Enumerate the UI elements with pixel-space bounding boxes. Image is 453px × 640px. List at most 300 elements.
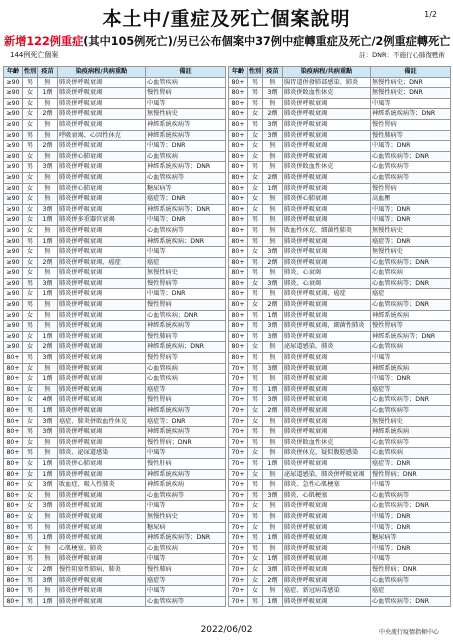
age-cell: 70+ <box>229 363 248 374</box>
remark-cell: 慢性腎病 <box>371 183 451 194</box>
remark-cell: 神經系統疾病等 <box>146 119 226 130</box>
vaccine-cell: 3劑 <box>263 564 283 575</box>
age-cell: ≥90 <box>4 236 23 247</box>
table-row <box>229 321 451 332</box>
remark-cell: 癌症 <box>371 289 451 300</box>
sex-cell: 男 <box>248 596 263 607</box>
page-subtitle <box>4 33 453 49</box>
remark-cell: 心血管疾病 <box>146 151 226 162</box>
vaccine-cell: 3劑 <box>263 119 283 130</box>
vaccine-cell: 無 <box>38 268 58 279</box>
history-cell: 慢性阻塞性肺病、肺炎 <box>58 564 146 575</box>
vaccine-cell: 無 <box>38 490 58 501</box>
table-row <box>4 130 226 141</box>
history-cell: 肺炎併呼吸衰竭 <box>58 278 146 289</box>
sex-cell: 女 <box>23 247 38 258</box>
history-cell: 肺炎併心肺衰竭 <box>58 458 146 469</box>
remark-cell: 糖尿病等 <box>371 533 451 544</box>
sex-cell: 男 <box>248 353 263 364</box>
age-cell: 70+ <box>229 469 248 480</box>
table-row <box>4 374 226 385</box>
sex-cell: 男 <box>248 480 263 491</box>
table-row <box>4 353 226 364</box>
vaccine-cell: 無 <box>38 225 58 236</box>
history-cell: 肺炎併呼吸衰竭 <box>283 363 371 374</box>
remark-cell: 神經系統疾病等；DNR <box>146 533 226 544</box>
history-cell: 肺炎併呼吸衰竭 <box>283 533 371 544</box>
table-row <box>229 469 451 480</box>
sex-cell: 男 <box>23 141 38 152</box>
sex-cell: 女 <box>248 416 263 427</box>
vaccine-cell: 無 <box>263 162 283 173</box>
table-row <box>229 119 451 130</box>
remark-cell: 心血管疾病；DNR <box>146 310 226 321</box>
age-cell: 70+ <box>229 586 248 597</box>
vaccine-cell: 1劑 <box>38 331 58 342</box>
sex-cell: 女 <box>23 374 38 385</box>
age-cell: ≥90 <box>4 225 23 236</box>
vaccine-cell: 1劑 <box>263 554 283 565</box>
remark-cell: 中風等；DNR <box>371 522 451 533</box>
table-row <box>4 469 226 480</box>
remark-cell: 神經系統疾病；DNR <box>146 236 226 247</box>
age-cell: 80+ <box>4 469 23 480</box>
remark-cell: 癌症 <box>371 586 451 597</box>
age-cell: ≥90 <box>4 247 23 258</box>
age-cell: ≥90 <box>4 141 23 152</box>
history-cell: 肺炎併呼吸衰竭 <box>58 501 146 512</box>
vaccine-cell: 無 <box>38 130 58 141</box>
remark-cell: 無慢性病史；DNR <box>371 77 451 88</box>
age-cell: 80+ <box>4 353 23 364</box>
remark-cell: 心血管疾病 <box>371 268 451 279</box>
table-row <box>4 236 226 247</box>
table-row <box>4 363 226 374</box>
vaccine-cell: 2劑 <box>38 342 58 353</box>
remark-cell: 癌症 <box>146 257 226 268</box>
table-row <box>4 501 226 512</box>
age-cell: 80+ <box>229 77 248 88</box>
history-cell: 肺炎併呼吸衰竭 <box>58 109 146 120</box>
sex-cell: 男 <box>23 533 38 544</box>
history-cell: 肺炎併呼吸衰竭 <box>58 172 146 183</box>
age-cell: 80+ <box>229 321 248 332</box>
history-cell: 肺炎併呼吸衰竭 <box>283 98 371 109</box>
vaccine-cell: 無 <box>263 511 283 522</box>
vaccine-cell: 無 <box>263 225 283 236</box>
history-cell: 肺炎併休克、疑似腹腔感染 <box>283 448 371 459</box>
report-date: 2022/06/02 <box>200 625 253 635</box>
vaccine-cell: 2劑 <box>263 575 283 586</box>
age-cell: 70+ <box>229 427 248 438</box>
remark-cell: 中風等；DNR <box>371 543 451 554</box>
sex-cell: 女 <box>248 130 263 141</box>
age-cell: 70+ <box>229 575 248 586</box>
remark-cell: 中風等 <box>146 98 226 109</box>
remark-cell: 中風等 <box>146 586 226 597</box>
age-cell: 80+ <box>4 458 23 469</box>
vaccine-cell: 無 <box>263 543 283 554</box>
remark-cell: 心血管疾病 <box>146 374 226 385</box>
sex-cell: 女 <box>248 575 263 586</box>
age-cell: 80+ <box>229 268 248 279</box>
remark-cell: 中風等；DNR <box>371 215 451 226</box>
age-cell: 70+ <box>229 406 248 417</box>
age-cell: 80+ <box>4 384 23 395</box>
vaccine-cell: 1劑 <box>38 289 58 300</box>
history-cell: 肺炎併呼吸衰竭 <box>58 342 146 353</box>
history-cell: 肺炎併呼吸衰竭、細菌性肺炎 <box>283 321 371 332</box>
vaccine-cell: 3劑 <box>38 501 58 512</box>
remark-cell: 癌症等；DNR <box>371 236 451 247</box>
vaccine-cell: 無 <box>263 236 283 247</box>
table-row <box>4 395 226 406</box>
table-row <box>4 77 226 88</box>
vaccine-cell: 2劑 <box>38 141 58 152</box>
vaccine-cell: 無 <box>263 342 283 353</box>
age-cell: ≥90 <box>4 119 23 130</box>
age-cell: 80+ <box>229 98 248 109</box>
history-cell: 肺炎併呼吸衰竭 <box>58 236 146 247</box>
age-cell: ≥90 <box>4 172 23 183</box>
remark-cell: 慢性腎病；DNR <box>371 469 451 480</box>
vaccine-cell: 無 <box>38 98 58 109</box>
remark-cell: 癌症等；DNR <box>146 416 226 427</box>
table-row <box>229 501 451 512</box>
remark-cell: 高血壓 <box>371 194 451 205</box>
history-cell: 肺炎併呼吸衰竭 <box>58 300 146 311</box>
age-cell: ≥90 <box>4 268 23 279</box>
remark-cell: 癌症等 <box>146 384 226 395</box>
table-row <box>4 162 226 173</box>
age-cell: 70+ <box>229 395 248 406</box>
table-row <box>4 247 226 258</box>
remark-cell: 無慢性病史；DNR <box>371 88 451 99</box>
history-cell: 肺炎併敗血性休克 <box>283 437 371 448</box>
age-cell: 80+ <box>229 247 248 258</box>
remark-cell: 中風等 <box>146 501 226 512</box>
history-cell: 肺炎併呼吸衰竭 <box>58 225 146 236</box>
history-cell: 肺炎、心肌梗塞 <box>283 490 371 501</box>
table-row <box>4 490 226 501</box>
history-cell: 肺炎併呼吸衰竭 <box>58 554 146 565</box>
sex-cell: 男 <box>248 215 263 226</box>
age-cell: 70+ <box>229 490 248 501</box>
vaccine-cell: 無 <box>263 353 283 364</box>
vaccine-cell: 無 <box>38 119 58 130</box>
age-cell: 80+ <box>229 172 248 183</box>
vaccine-cell: 3劑 <box>263 88 283 99</box>
vaccine-cell: 無 <box>38 363 58 374</box>
remark-cell: 心血管疾病等 <box>371 172 451 183</box>
remark-cell: 癌症等 <box>146 575 226 586</box>
history-cell: 肺炎併呼吸衰竭 <box>58 331 146 342</box>
vaccine-cell: 無 <box>263 427 283 438</box>
vaccine-cell: 2劑 <box>263 406 283 417</box>
remark-cell: 心血管疾病 <box>146 543 226 554</box>
table-row <box>4 533 226 544</box>
table-row <box>229 257 451 268</box>
age-cell: 80+ <box>229 278 248 289</box>
table-row <box>229 215 451 226</box>
table-row <box>4 88 226 99</box>
table-row <box>229 109 451 120</box>
history-cell: 肺炎併呼吸衰竭 <box>58 406 146 417</box>
history-cell: 肺炎併呼吸衰竭 <box>58 522 146 533</box>
vaccine-cell: 無 <box>38 586 58 597</box>
remark-cell: 心血管疾病等；DNR <box>371 278 451 289</box>
sex-cell: 女 <box>23 289 38 300</box>
table-row <box>229 564 451 575</box>
remark-cell: 慢性腎病等 <box>146 353 226 364</box>
sex-cell: 女 <box>23 204 38 215</box>
sex-cell: 女 <box>248 564 263 575</box>
table-row <box>229 437 451 448</box>
remark-cell: 中風等 <box>146 448 226 459</box>
vaccine-cell: 1劑 <box>38 236 58 247</box>
remark-cell: 無慢性病史 <box>146 511 226 522</box>
remark-cell: 慢性肝病 <box>146 458 226 469</box>
history-cell: 肺炎併呼吸衰竭 <box>58 437 146 448</box>
vaccine-cell: 3劑 <box>38 353 58 364</box>
age-cell: ≥90 <box>4 300 23 311</box>
remark-cell: 中風等；DNR <box>146 289 226 300</box>
history-cell: 癌症、新冠病毒感染 <box>283 586 371 597</box>
age-cell: 80+ <box>4 533 23 544</box>
history-cell: 肺炎併呼吸衰竭 <box>283 247 371 258</box>
sex-cell: 男 <box>248 257 263 268</box>
sex-cell: 男 <box>23 77 38 88</box>
age-cell: ≥90 <box>4 88 23 99</box>
sex-cell: 女 <box>23 151 38 162</box>
sex-cell: 男 <box>248 543 263 554</box>
table-row <box>229 554 451 565</box>
sex-cell: 女 <box>23 490 38 501</box>
table-row <box>229 268 451 279</box>
sex-cell: 男 <box>23 321 38 332</box>
table-row <box>229 353 451 364</box>
remark-cell: 慢性腎病；DNR <box>371 564 451 575</box>
vaccine-cell: 3劑 <box>38 416 58 427</box>
history-cell: 肺炎併呼吸衰竭 <box>58 511 146 522</box>
sex-cell: 女 <box>23 363 38 374</box>
table-row <box>229 448 451 459</box>
table-row <box>4 416 226 427</box>
age-cell: 80+ <box>4 522 23 533</box>
remark-cell: 神經系統疾病等；DNR <box>146 204 226 215</box>
vaccine-cell: 2劑 <box>263 257 283 268</box>
sex-cell: 男 <box>248 289 263 300</box>
table-row <box>4 586 226 597</box>
remark-cell: 中風等；DNR <box>371 141 451 152</box>
history-cell: 癌症、肺炎併敗血性休克 <box>58 416 146 427</box>
sex-cell: 女 <box>248 300 263 311</box>
remark-cell: 神經系統疾病 <box>371 427 451 438</box>
age-cell: 80+ <box>4 448 23 459</box>
sex-cell: 女 <box>23 342 38 353</box>
table-row <box>229 77 451 88</box>
vaccine-cell: 3劑 <box>263 278 283 289</box>
vaccine-cell: 無 <box>263 480 283 491</box>
age-cell: 80+ <box>4 374 23 385</box>
vaccine-cell: 無 <box>38 511 58 522</box>
remark-cell: 心血管疾病 <box>146 77 226 88</box>
remark-cell: 無慢性病史 <box>146 268 226 279</box>
table-row <box>4 427 226 438</box>
vaccine-cell: 無 <box>38 522 58 533</box>
remark-cell: 慢性腎病 <box>146 395 226 406</box>
age-cell: 80+ <box>4 564 23 575</box>
age-cell: ≥90 <box>4 162 23 173</box>
vaccine-cell: 無 <box>38 554 58 565</box>
history-cell: 肺炎併呼吸衰竭 <box>283 384 371 395</box>
age-cell: ≥90 <box>4 278 23 289</box>
age-cell: 80+ <box>229 331 248 342</box>
sex-cell: 女 <box>23 172 38 183</box>
remark-cell: 神經系統疾病等 <box>146 406 226 417</box>
vaccine-cell: 無 <box>263 215 283 226</box>
sex-cell: 男 <box>23 448 38 459</box>
vaccine-cell: 無 <box>38 151 58 162</box>
sex-cell: 男 <box>248 374 263 385</box>
history-cell: 肺炎併敗血性休克 <box>283 162 371 173</box>
history-cell: 肺炎併呼吸衰竭 <box>283 331 371 342</box>
sex-cell: 女 <box>23 469 38 480</box>
history-cell: 肺炎併呼吸衰竭 <box>283 215 371 226</box>
age-cell: 80+ <box>4 586 23 597</box>
age-cell: 80+ <box>4 480 23 491</box>
table-row <box>229 247 451 258</box>
table-row <box>4 194 226 205</box>
table-row <box>4 480 226 491</box>
age-cell: 80+ <box>229 353 248 364</box>
remark-cell: 無慢性病史 <box>371 416 451 427</box>
age-cell: 70+ <box>229 522 248 533</box>
table-row <box>4 204 226 215</box>
history-cell: 肺炎併呼吸衰竭 <box>58 268 146 279</box>
age-cell: 70+ <box>229 501 248 512</box>
history-cell: 肺炎併呼吸衰竭 <box>283 406 371 417</box>
vaccine-cell: 無 <box>263 416 283 427</box>
vaccine-cell: 3劑 <box>38 204 58 215</box>
history-cell: 肺炎併呼吸衰竭 <box>283 543 371 554</box>
vaccine-cell: 3劑 <box>263 321 283 332</box>
vaccine-cell: 3劑 <box>38 427 58 438</box>
sex-cell: 男 <box>23 596 38 607</box>
sex-cell: 女 <box>23 310 38 321</box>
history-cell: 肺炎併心肺衰竭 <box>283 194 371 205</box>
vaccine-cell: 無 <box>38 183 58 194</box>
sex-cell: 女 <box>248 501 263 512</box>
vaccine-cell: 1劑 <box>38 458 58 469</box>
table-row <box>4 268 226 279</box>
sex-cell: 女 <box>23 384 38 395</box>
history-cell: 肺炎併呼吸衰竭 <box>58 98 146 109</box>
column-header: 備註 <box>371 67 451 78</box>
sex-cell: 女 <box>23 564 38 575</box>
history-cell: 肺炎併呼吸衰竭 <box>283 183 371 194</box>
remark-cell: 中風等 <box>146 247 226 258</box>
sex-cell: 女 <box>248 278 263 289</box>
history-cell: 肺炎併呼吸衰竭 <box>58 204 146 215</box>
history-cell: 肺炎併呼吸衰竭 <box>283 130 371 141</box>
sex-cell: 女 <box>23 268 38 279</box>
vaccine-cell: 1劑 <box>38 215 58 226</box>
history-cell: 肺炎併呼吸衰竭 <box>283 427 371 438</box>
vaccine-cell: 無 <box>38 448 58 459</box>
column-header: 備註 <box>146 67 226 78</box>
vaccine-cell: 3劑 <box>263 395 283 406</box>
sex-cell: 女 <box>248 183 263 194</box>
age-cell: 70+ <box>229 448 248 459</box>
table-row <box>4 384 226 395</box>
column-header: 年齡 <box>229 67 248 78</box>
age-cell: 80+ <box>229 225 248 236</box>
table-row <box>229 533 451 544</box>
table-row <box>229 88 451 99</box>
remark-cell: 中風等；DNR <box>371 511 451 522</box>
remark-cell: 慢性肺病等 <box>371 130 451 141</box>
history-cell: 肺炎、心衰竭 <box>283 268 371 279</box>
table-row <box>229 458 451 469</box>
sex-cell: 女 <box>248 448 263 459</box>
table-row <box>229 480 451 491</box>
vaccine-cell: 無 <box>38 310 58 321</box>
vaccine-cell: 3劑 <box>263 130 283 141</box>
remark-cell: 心血管疾病等 <box>146 225 226 236</box>
history-cell: 肺炎併呼吸衰竭 <box>58 119 146 130</box>
sex-cell: 男 <box>248 427 263 438</box>
age-cell: ≥90 <box>4 215 23 226</box>
remark-cell: 中風等；DNR <box>146 141 226 152</box>
column-header: 染疫病程/共病重點 <box>58 67 146 78</box>
table-row <box>4 321 226 332</box>
vaccine-cell: 無 <box>263 374 283 385</box>
sex-cell: 男 <box>248 268 263 279</box>
history-cell: 肺炎併呼吸衰竭 <box>58 427 146 438</box>
sex-cell: 女 <box>23 501 38 512</box>
table-row <box>4 342 226 353</box>
sex-cell: 女 <box>23 543 38 554</box>
issuing-organization: 中央流行疫情指揮中心 <box>378 629 439 636</box>
table-row <box>229 278 451 289</box>
sex-cell: 女 <box>248 109 263 120</box>
vaccine-cell: 2劑 <box>38 257 58 268</box>
table-row <box>229 172 451 183</box>
sex-cell: 男 <box>248 384 263 395</box>
table-row <box>4 225 226 236</box>
age-cell: ≥90 <box>4 77 23 88</box>
vaccine-cell: 無 <box>263 151 283 162</box>
table-row <box>229 331 451 342</box>
sex-cell: 女 <box>23 480 38 491</box>
history-cell: 肺炎併呼吸衰竭 <box>283 416 371 427</box>
age-cell: 70+ <box>229 374 248 385</box>
table-row <box>4 300 226 311</box>
table-row <box>4 575 226 586</box>
remark-cell: 心血管疾病等 <box>146 490 226 501</box>
age-cell: 80+ <box>4 575 23 586</box>
column-header: 疫苗 <box>38 67 58 78</box>
age-cell: 80+ <box>4 395 23 406</box>
sex-cell: 女 <box>23 395 38 406</box>
vaccine-cell: 1劑 <box>38 374 58 385</box>
vaccine-cell: 3劑 <box>263 331 283 342</box>
remark-cell: 無慢性病史 <box>371 225 451 236</box>
age-cell: 80+ <box>4 363 23 374</box>
remark-cell: 神經系統疾病等；DNR <box>371 109 451 120</box>
age-cell: 80+ <box>229 109 248 120</box>
